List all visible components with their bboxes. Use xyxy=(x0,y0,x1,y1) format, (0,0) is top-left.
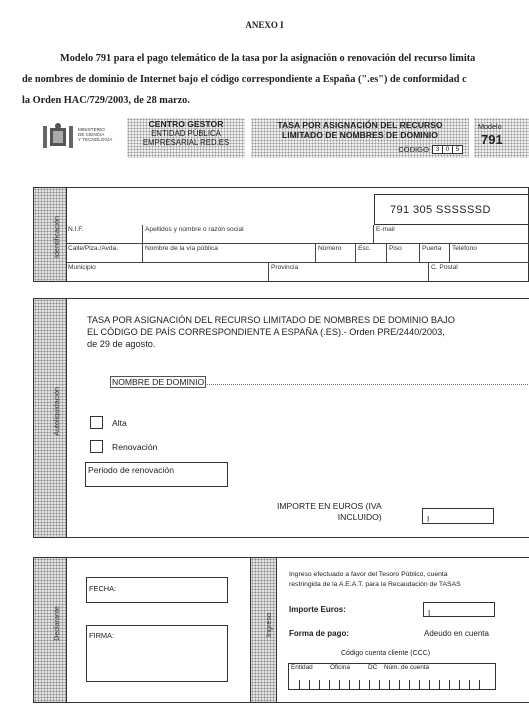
ccc-col-cuenta: Núm. de cuenta xyxy=(384,664,430,671)
ministry-name xyxy=(78,127,112,143)
email-label: E-mail xyxy=(376,226,395,233)
telefono-field[interactable] xyxy=(450,244,529,263)
importe-euros-label xyxy=(277,501,382,523)
puerta-label: Puerta xyxy=(422,245,442,252)
esc-label: Esc. xyxy=(358,245,371,252)
tasa-header-line-2: LIMITADO DE NOMBRES DE DOMINIO xyxy=(282,130,438,140)
ccc-header xyxy=(291,664,429,671)
reference-number: 791 305 SSSSSSD xyxy=(390,204,491,216)
telefono-label: Teléfono xyxy=(452,245,477,252)
autoliquidacion-section xyxy=(33,298,529,538)
importe-euros-line-1: IMPORTE EN EUROS (IVA xyxy=(277,501,382,511)
importe-euros-prefix: I xyxy=(427,515,430,524)
ingreso-side-label: Ingreso xyxy=(264,613,273,637)
municipio-field[interactable] xyxy=(66,263,269,281)
nif-field[interactable] xyxy=(66,225,143,244)
annex-title: ANEXO I xyxy=(245,20,284,30)
ministry-line-1: MINISTERIO xyxy=(78,127,105,132)
piso-field[interactable] xyxy=(387,244,420,263)
coat-of-arms-icon xyxy=(40,122,76,152)
renovacion-label: Renovación xyxy=(112,442,158,452)
periodo-renovacion-label: Periodo de renovación xyxy=(88,465,174,475)
codigo-digit: 3 xyxy=(433,146,443,153)
intro-line-2: de nombres de dominio de Internet bajo el código correspondiente a España (".es") de conformidad c xyxy=(22,74,467,85)
fecha-label: FECHA: xyxy=(89,584,117,593)
ccc-col-entidad: Entidad xyxy=(291,664,313,671)
declarante-side-label: Declarante xyxy=(52,606,61,641)
centro-gestor-title: CENTRO GESTOR xyxy=(148,119,224,129)
alta-label: Alta xyxy=(112,418,127,428)
cpostal-field[interactable] xyxy=(429,263,529,281)
nombre-dominio-label: NOMBRE DE DOMINIO xyxy=(112,377,205,387)
autoliquidacion-title-line-2: EL CÓDIGO DE PAÍS CORRESPONDIENTE A ESPAÑA (.ES).- Orden PRE/2440/2003, xyxy=(87,327,445,337)
codigo-digit: 0 xyxy=(443,146,453,153)
autoliquidacion-side-label: Autoliquidación xyxy=(52,387,61,436)
ccc-digit-ticks xyxy=(289,680,497,690)
autoliquidacion-title-line-3: de 29 de agosto. xyxy=(87,339,156,349)
nif-label: N.I.F. xyxy=(68,226,84,233)
fecha-field[interactable] xyxy=(86,577,228,603)
identificacion-section xyxy=(33,187,529,282)
modelo-box xyxy=(474,118,529,158)
ccc-title: Código cuenta cliente (CCC) xyxy=(341,650,431,657)
codigo-digit-box xyxy=(432,145,463,154)
ministry-logo xyxy=(40,122,76,152)
tasa-header-box xyxy=(251,118,469,158)
forma-pago-value: Adeudo en cuenta xyxy=(424,629,489,638)
apellidos-label: Apellidos y nombre o razón social xyxy=(145,226,244,233)
ingreso-importe-field[interactable] xyxy=(423,602,495,617)
declarante-side xyxy=(34,558,67,702)
numero-field[interactable] xyxy=(316,244,356,263)
alta-checkbox[interactable] xyxy=(90,416,103,429)
ingreso-importe-prefix: I xyxy=(428,609,431,618)
centro-gestor-box xyxy=(127,118,245,158)
intro-line-1: Modelo 791 para el pago telemático de la tasa por la asignación o renovación del recurso limita xyxy=(60,53,476,64)
esc-field[interactable] xyxy=(356,244,387,263)
renovacion-checkbox[interactable] xyxy=(90,440,103,453)
identificacion-side-label: Identificación xyxy=(52,216,61,258)
autoliquidacion-side xyxy=(34,299,67,537)
codigo-row xyxy=(398,145,463,154)
provincia-label: Provincia xyxy=(271,264,299,271)
declarante-section xyxy=(33,557,529,703)
firma-field[interactable] xyxy=(86,625,228,682)
ministry-line-2: DE CIENCIA xyxy=(78,132,105,138)
importe-euros-field[interactable] xyxy=(422,508,494,524)
importe-euros-line-2: INCLUIDO) xyxy=(337,512,382,522)
nombre-via-field[interactable] xyxy=(143,244,316,263)
reference-box xyxy=(374,194,529,225)
municipio-label: Municipio xyxy=(68,264,96,271)
ministry-line-3: Y TECNOLOGÍA xyxy=(78,137,113,143)
forma-pago-label: Forma de pago: xyxy=(289,629,350,638)
autoliquidacion-title xyxy=(87,314,455,350)
ccc-field[interactable] xyxy=(288,663,496,690)
autoliquidacion-title-line-1: TASA POR ASIGNACIÓN DEL RECURSO LIMITADO DE NOMBRES DE DOMINIO BAJO xyxy=(87,315,455,325)
centro-gestor-line-1: ENTIDAD PÚBLICA xyxy=(151,129,221,138)
calle-field[interactable] xyxy=(66,244,143,263)
provincia-field[interactable] xyxy=(269,263,429,281)
ingreso-note-line-1: Ingreso efectuado a favor del Tesoro Público, cuenta xyxy=(289,571,448,578)
ingreso-note xyxy=(289,570,461,590)
nombre-dominio-field[interactable] xyxy=(110,372,529,385)
modelo-number: 791 xyxy=(481,132,503,147)
intro-paragraph xyxy=(22,48,529,111)
ccc-col-dc: DC xyxy=(368,664,378,671)
piso-label: Piso xyxy=(389,245,402,252)
ccc-col-oficina: Oficina xyxy=(330,664,350,671)
codigo-label: CÓDIGO xyxy=(398,145,429,154)
calle-label: Calle/Plza./Avda. xyxy=(68,245,119,252)
centro-gestor-line-2: EMPRESARIAL RED.ES xyxy=(142,138,230,147)
modelo-label: Modelo xyxy=(478,122,502,131)
importe-label: Importe Euros: xyxy=(289,605,346,614)
firma-label: FIRMA: xyxy=(89,631,115,640)
ingreso-note-line-2: restringida de la A.E.A.T. para la Recaudación de TASAS xyxy=(289,581,461,588)
intro-line-3: la Orden HAC/729/2003, de 28 marzo. xyxy=(22,95,190,106)
cpostal-label: C. Postal xyxy=(431,264,458,271)
apellidos-field[interactable] xyxy=(143,225,374,244)
periodo-renovacion-field[interactable] xyxy=(85,462,228,487)
nombre-via-label: Nombre de la vía pública xyxy=(145,245,218,252)
tasa-header-line-1: TASA POR ASIGNACIÓN DEL RECURSO xyxy=(277,120,443,130)
numero-label: Número xyxy=(318,245,342,252)
identificacion-side xyxy=(34,188,67,281)
ingreso-side xyxy=(250,558,277,702)
puerta-field[interactable] xyxy=(420,244,450,263)
codigo-digit: 5 xyxy=(455,146,460,153)
email-field[interactable] xyxy=(374,225,529,244)
